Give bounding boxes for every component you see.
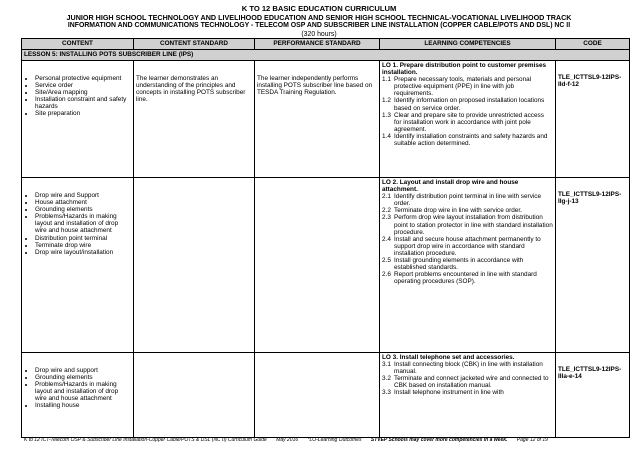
- competency-number: 1.1: [382, 76, 391, 84]
- content-standard-cell: [134, 353, 255, 438]
- competency-number: 3.3: [382, 389, 391, 397]
- competency-text: Clear and prepare site to provide unrestricted access for installation work in accordance with joint pole agreement.: [394, 111, 544, 133]
- competency-item: [382, 193, 553, 207]
- competency-item: [382, 97, 553, 111]
- content-item: • Drop wire layout/installation: [35, 249, 131, 256]
- content-item: • Installation constraint and safety hazards: [35, 96, 131, 110]
- learning-competencies-cell: [380, 61, 556, 178]
- content-item: • Grounding elements: [35, 374, 131, 381]
- competency-text: Install grounding elements in accordance with established standards.: [394, 257, 524, 272]
- content-item: • Site/Area mapping: [35, 89, 131, 96]
- course-title: INFORMATION AND COMMUNICATIONS TECHNOLOGY - TELECOM OSP AND SUBSCRIBER LINE INSTALLATION (COPPER CABLE/POTS AND DSL) NC II: [67, 22, 571, 29]
- footer-lo-note: *LO-Learning Outcomes: [307, 437, 362, 443]
- performance-standard-cell: The learner independently performs installing POTS subscriber line based on TESDA Training Regulation.: [255, 61, 380, 178]
- performance-standard-cell: [255, 178, 380, 353]
- competency-item: [382, 76, 553, 97]
- competency-text: Install and secure house attachment permanently to support drop wire in accordance with standard installation procedure.: [394, 235, 541, 257]
- competency-text: Identify distribution point terminal in line with service order.: [394, 193, 542, 208]
- content-item: • House attachment: [35, 199, 131, 206]
- column-header-content: CONTENT: [22, 39, 134, 50]
- content-item: • Drop wire and Support: [35, 192, 131, 199]
- competency-item: [382, 133, 553, 147]
- content-cell: [22, 353, 134, 438]
- column-header-content-standard: CONTENT STANDARD: [134, 39, 255, 50]
- content-item: • Service order: [35, 82, 131, 89]
- table-row: [22, 353, 630, 438]
- learning-outcome-title: LO 2. Layout and install drop wire and house attachment.: [382, 179, 519, 194]
- competency-item: [382, 207, 553, 214]
- code-cell: TLE_ICTTSL9-12IPS-IIg-j-13: [556, 178, 630, 353]
- content-item: • Problems/Hazards in making layout and installation of drop wire and house attachment: [35, 213, 131, 234]
- competency-item: [382, 236, 553, 257]
- competency-text: Install connecting block (CBK) in line with installation manual.: [394, 361, 543, 376]
- content-cell: [22, 178, 134, 353]
- competency-text: Report problems encountered in line with standard operating procedures (SOP).: [394, 271, 537, 286]
- competency-number: 2.6: [382, 271, 391, 279]
- content-standard-cell: [134, 178, 255, 353]
- competency-item: [382, 375, 553, 389]
- content-cell: [22, 61, 134, 178]
- lesson-title: LESSON 5: INSTALLING POTS SUBSCRIBER LINE (IPS): [22, 50, 630, 61]
- competency-number: 2.4: [382, 235, 391, 243]
- curriculum-table: [21, 38, 630, 438]
- footer-stvep-note: STVEP Schools may cover more competencies in a week.: [370, 437, 508, 443]
- competency-item: [382, 389, 553, 396]
- competency-number: 2.5: [382, 257, 391, 265]
- content-item: • Problems/Hazards in making layout and installation of drop wire and house attachment: [35, 381, 131, 402]
- competency-number: 1.2: [382, 97, 391, 105]
- competency-number: 3.2: [382, 375, 391, 383]
- competency-text: Prepare necessary tools, materials and personal protective equipment (PPE) in line with job requirements.: [394, 76, 532, 98]
- footer-date: May 2016: [276, 437, 299, 443]
- competency-item: [382, 214, 553, 235]
- competency-item: [382, 361, 553, 375]
- competency-item: [382, 112, 553, 133]
- content-item: • Site preparation: [35, 110, 131, 117]
- learning-competencies-cell: [380, 353, 556, 438]
- content-item: • Terminate drop wire: [35, 242, 131, 249]
- competency-item: [382, 271, 553, 285]
- competency-text: Identify information on proposed installation locations based on service order.: [394, 97, 545, 112]
- column-header-performance-standard: PERFORMANCE STANDARD: [255, 39, 380, 50]
- competency-text: Terminate and connect jacketed wire and connected to CBK based on installation manual.: [394, 375, 549, 390]
- content-item: • Drop wire and support: [35, 367, 131, 374]
- competency-number: 1.4: [382, 132, 391, 140]
- content-item: • Distribution point terminal: [35, 235, 131, 242]
- column-header-code: CODE: [556, 39, 630, 50]
- competency-number: 2.2: [382, 207, 391, 215]
- competency-text: Perform drop wire layout installation from distribution point to station protector in line with standard installation procedure.: [394, 214, 553, 236]
- learning-outcome-title: LO 1. Prepare distribution point to customer premises installation.: [382, 62, 547, 77]
- page-footer: [24, 437, 624, 443]
- learning-competencies-cell: [380, 178, 556, 353]
- competency-number: 3.1: [382, 361, 391, 369]
- footer-document-title: K to 12 ICT-Telecom OSP & Subscriber Line Installation-Copper Cable/POTS & DSL (NC II) Curriculum Guide: [24, 437, 267, 443]
- table-row: [22, 178, 630, 353]
- content-item: • Personal protective equipment: [35, 75, 131, 82]
- competency-number: 2.3: [382, 214, 391, 222]
- content-standard-cell: The learner demonstrates an understanding of the principles and concepts in installing POTS subscriber line.: [134, 61, 255, 178]
- table-header-row: [22, 39, 630, 50]
- code-cell: TLE_ICTTSL9-12IPS-IIIa-e-14: [556, 353, 630, 438]
- competency-number: 2.1: [382, 193, 391, 201]
- performance-standard-cell: [255, 353, 380, 438]
- lesson-row: [22, 50, 630, 61]
- learning-outcome-title: LO 3. Install telephone set and accessories.: [382, 354, 515, 361]
- code-cell: TLE_ICTTSL9-12IPS-IId-f-12: [556, 61, 630, 178]
- competency-text: Install telephone instrument in line with: [394, 389, 504, 397]
- track-title: JUNIOR HIGH SCHOOL TECHNOLOGY AND LIVELIHOOD EDUCATION AND SENIOR HIGH SCHOOL TECHNICAL-VOCATIONAL LIVELIHOOD TRACK: [66, 13, 572, 22]
- footer-page-number: Page 12 of 19: [516, 437, 548, 443]
- course-hours: (320 hours): [301, 31, 337, 38]
- column-header-learning-competencies: LEARNING COMPETENCIES: [380, 39, 556, 50]
- content-item: • Grounding elements: [35, 206, 131, 213]
- table-row: [22, 61, 630, 178]
- competency-item: [382, 257, 553, 271]
- competency-text: Terminate drop wire in line with service order.: [394, 207, 522, 215]
- content-item: • Installing house: [35, 402, 131, 409]
- competency-number: 1.3: [382, 111, 391, 119]
- curriculum-title: K TO 12 BASIC EDUCATION CURRICULUM: [241, 4, 397, 13]
- competency-text: Identify installation constraints and safety hazards and suitable action determined.: [394, 132, 548, 148]
